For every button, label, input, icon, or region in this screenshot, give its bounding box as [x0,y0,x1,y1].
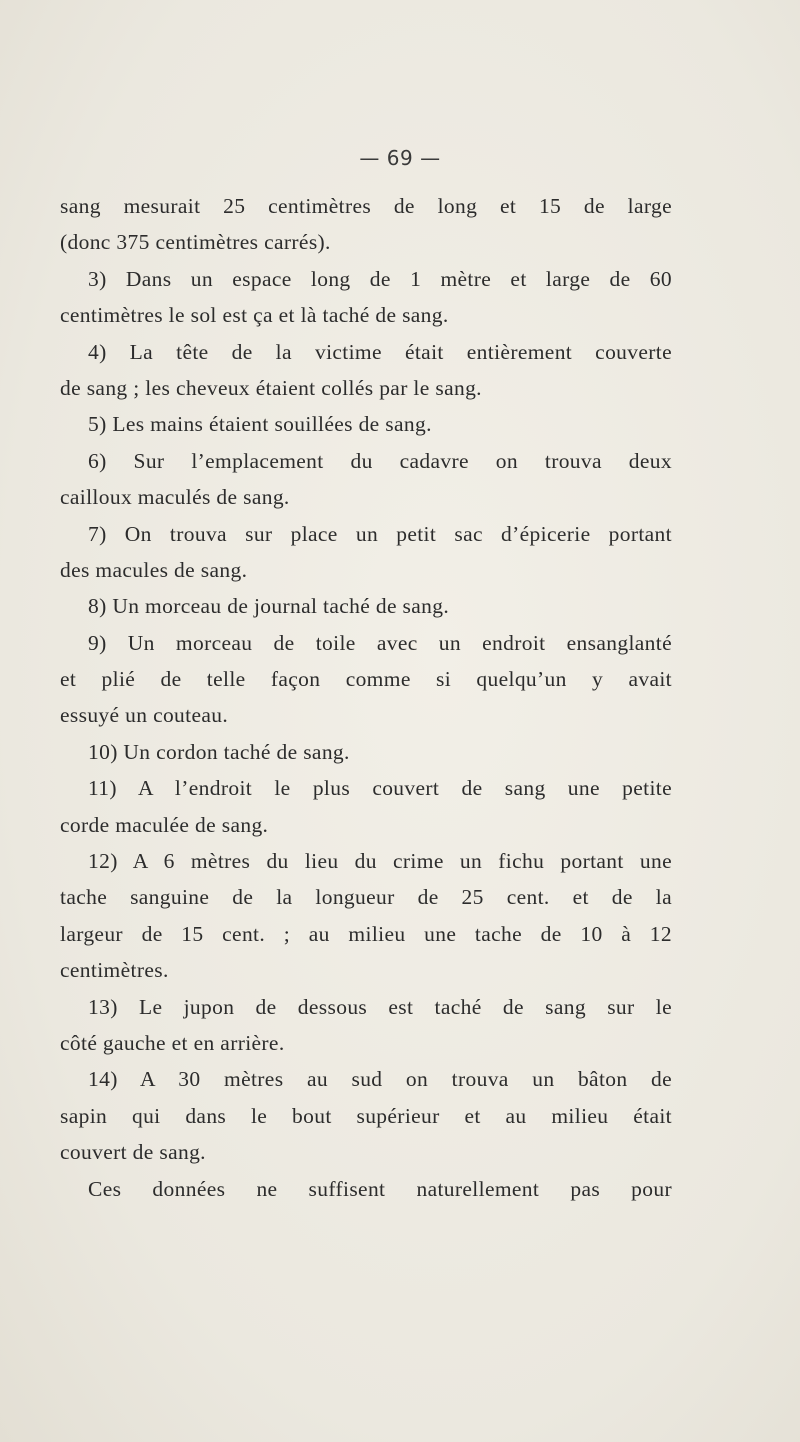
text-line: centimètres. [60,958,169,983]
text-line: cailloux maculés de sang. [60,485,290,510]
text-line: sapin qui dans le bout supérieur et au milieu était [60,1103,672,1128]
text-line: corde maculée de sang. [60,812,269,837]
page-number: — 69 — [359,146,441,170]
text-line: 4) La tête de la victime était entièrement couverte [88,339,672,364]
text-line: 3) Dans un espace long de 1 mètre et large de 60 [88,266,672,291]
text-line: essuyé un couteau. [60,703,229,728]
text-line: centimètres le sol est ça et là taché de sang. [60,303,449,328]
text-line: 12) A 6 mètres du lieu du crime un fichu portant une [88,849,672,874]
text-line: couvert de sang. [60,1140,206,1165]
text-line: 5) Les mains étaient souillées de sang. [88,412,432,437]
text-line: Ces données ne suffisent naturellement pas pour [88,1176,672,1201]
text-line: sang mesurait 25 centimètres de long et 15 de large [60,194,672,218]
text-line: 8) Un morceau de journal taché de sang. [88,594,450,619]
text-line: largeur de 15 cent. ; au milieu une tache de 10 à 12 [60,921,672,946]
text-line: côté gauche et en arrière. [60,1030,285,1055]
text-line: et plié de telle façon comme si quelqu’un y avait [60,667,672,692]
body-text [60,188,672,1207]
text-line: (donc 375 centimètres carrés). [60,230,331,255]
text-line: 11) A l’endroit le plus couvert de sang une petite [88,776,672,801]
text-line: 14) A 30 mètres au sud on trouva un bâton de [88,1067,672,1092]
text-line: 10) Un cordon taché de sang. [88,739,350,764]
text-line: 7) On trouva sur place un petit sac d’épicerie portant [88,521,672,546]
text-line: 9) Un morceau de toile avec un endroit ensanglanté [88,630,672,655]
text-line: de sang ; les cheveux étaient collés par le sang. [60,375,482,400]
text-line: des macules de sang. [60,557,248,582]
text-line: 13) Le jupon de dessous est taché de sang sur le [88,994,672,1019]
text-line: tache sanguine de la longueur de 25 cent. et de la [60,885,672,910]
text-line: 6) Sur l’emplacement du cadavre on trouva deux [88,448,672,473]
